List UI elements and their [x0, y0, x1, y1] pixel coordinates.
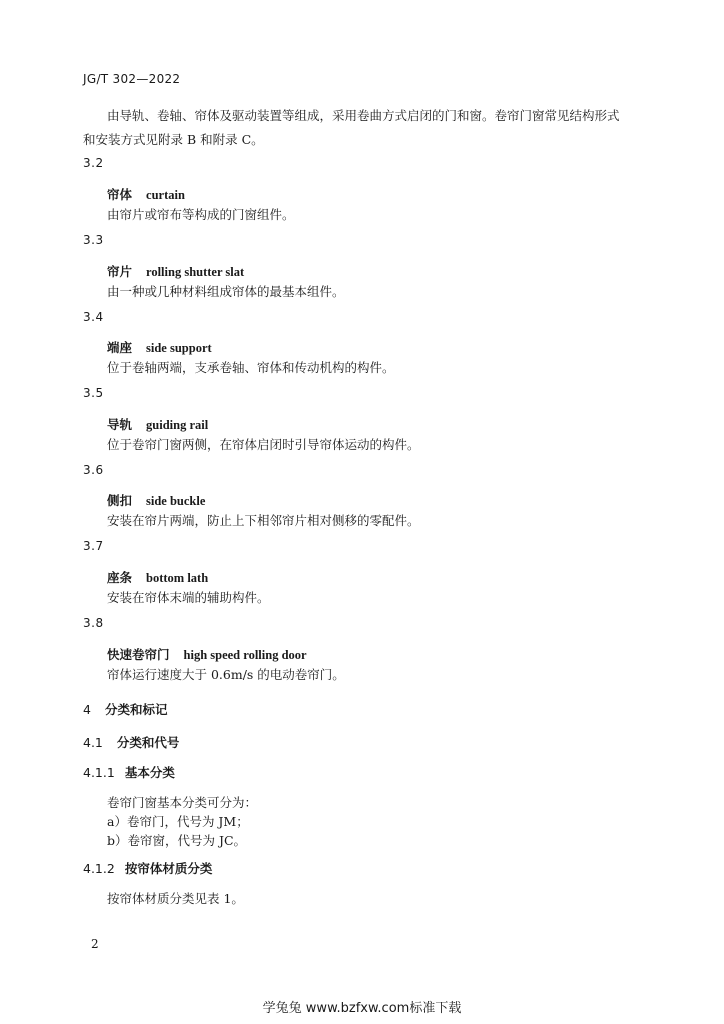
section-number: 4.1.1	[83, 765, 115, 780]
section-number: 4.1.2	[83, 861, 115, 876]
term-en: side buckle	[146, 494, 206, 508]
term-definition: 位于卷轴两端，支承卷轴、帘体和传动机构的构件。	[107, 360, 395, 375]
term-number: 3.7	[83, 539, 104, 553]
term-cn: 端座	[107, 340, 133, 355]
section-title: 基本分类	[124, 765, 175, 780]
term-en: side support	[146, 341, 212, 355]
standard-number: JG/T 302—2022	[83, 72, 181, 86]
intro-line-1: 由导轨、卷轴、帘体及驱动装置等组成，采用卷曲方式启闭的门和窗。卷帘门窗常见结构形式	[107, 108, 620, 123]
subsubsection-heading	[83, 763, 175, 781]
term-heading	[107, 415, 208, 433]
page-number: 2	[91, 937, 99, 951]
intro-paragraph	[83, 104, 620, 152]
section-heading	[83, 700, 167, 718]
list-item: b）卷帘窗，代号为 JC。	[107, 833, 247, 848]
term-cn: 快速卷帘门	[107, 647, 170, 662]
list-item: a）卷帘门，代号为 JM；	[107, 814, 249, 829]
section-number: 4	[83, 702, 91, 717]
footer-watermark: 学兔兔 www.bzfxw.com标准下载	[262, 1001, 462, 1016]
subsubsection-heading	[83, 859, 212, 877]
classification-intro: 卷帘门窗基本分类可分为：	[107, 795, 258, 810]
intro-line-2: 和安装方式见附录 B 和附录 C。	[83, 132, 264, 147]
term-en: bottom lath	[146, 571, 209, 585]
term-number: 3.8	[83, 616, 104, 630]
term-heading	[107, 338, 212, 356]
term-heading	[107, 568, 208, 586]
term-heading	[107, 262, 244, 280]
term-definition: 由帘片或帘布等构成的门窗组件。	[107, 207, 295, 222]
subsection-heading	[83, 733, 179, 751]
term-en: guiding rail	[146, 418, 209, 432]
term-cn: 侧扣	[107, 493, 133, 508]
term-en: rolling shutter slat	[146, 265, 245, 279]
term-definition: 由一种或几种材料组成帘体的最基本组件。	[107, 284, 345, 299]
section-number: 4.1	[83, 735, 103, 750]
term-heading	[107, 645, 307, 663]
section-title: 分类和代号	[116, 735, 180, 750]
term-number: 3.4	[83, 310, 104, 324]
material-paragraph: 按帘体材质分类见表 1。	[107, 891, 244, 906]
section-title: 分类和标记	[104, 702, 168, 717]
term-definition: 位于卷帘门窗两侧，在帘体启闭时引导帘体运动的构件。	[107, 437, 420, 452]
term-definition: 安装在帘体末端的辅助构件。	[107, 590, 270, 605]
term-number: 3.6	[83, 463, 104, 477]
term-heading	[107, 185, 185, 203]
term-number: 3.5	[83, 386, 104, 400]
term-en: high speed rolling door	[183, 648, 307, 662]
term-cn: 座条	[107, 570, 133, 585]
term-number: 3.2	[83, 156, 104, 170]
term-definition: 帘体运行速度大于 0.6m/s 的电动卷帘门。	[107, 667, 345, 682]
term-cn: 帘体	[107, 187, 133, 202]
term-cn: 导轨	[107, 417, 133, 432]
section-title: 按帘体材质分类	[124, 861, 213, 876]
term-number: 3.3	[83, 233, 104, 247]
term-heading	[107, 491, 205, 509]
term-en: curtain	[146, 188, 185, 202]
term-cn: 帘片	[107, 264, 133, 279]
term-definition: 安装在帘片两端，防止上下相邻帘片相对侧移的零配件。	[107, 513, 420, 528]
